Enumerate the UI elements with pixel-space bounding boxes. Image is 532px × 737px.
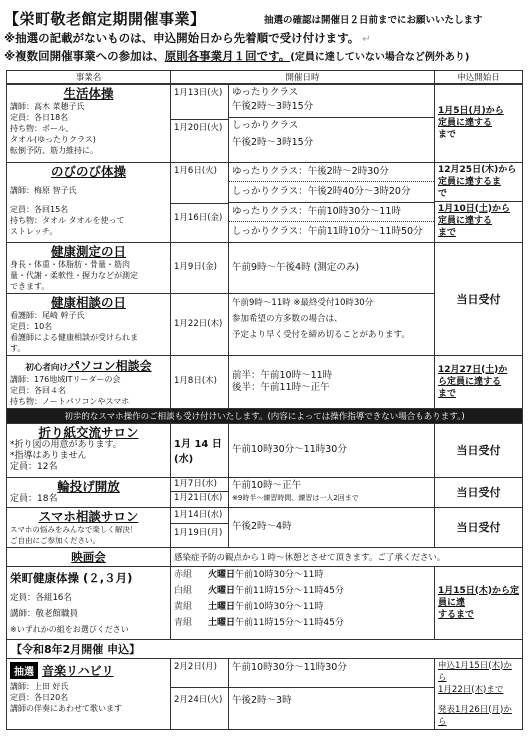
lottery-confirm-note: 抽選の確認は開催日２日前までにお願いいたします	[264, 15, 483, 26]
time-text: 午前10時～正午	[232, 479, 302, 491]
table-row	[7, 547, 523, 566]
table-row	[7, 355, 523, 408]
event-title: 健康測定の日	[50, 243, 126, 259]
apply-text: 定員に達する	[438, 118, 493, 129]
time-text: 予定より早く受付を締め切ることがあります。	[232, 329, 410, 340]
time-text: ゆったりクラス：午前10時30分～11時	[229, 203, 434, 222]
event-detail: 持ち物：タオル タオルを使って	[10, 215, 125, 225]
date-cell: 1月7日(水)	[171, 478, 228, 492]
time-text: 前半：午前10時～11時	[232, 369, 333, 381]
event-detail: 持ち物：ボール、	[10, 124, 74, 133]
date-cell: 1月20日(火)	[174, 123, 223, 133]
date-cell: 1月 14 日(水)	[171, 423, 229, 477]
table-row	[7, 84, 523, 162]
apply-start	[435, 84, 523, 162]
apply-text: 定員に達する	[438, 215, 493, 226]
group-row: 白組 火曜日午前11時15分～11時45分	[174, 585, 344, 596]
event-kenkou-sokutei	[7, 242, 171, 293]
apply-text: 1月22日(木)まで	[438, 684, 504, 695]
apply-text: まで	[438, 227, 457, 238]
event-title: 健康相談の日	[50, 294, 126, 310]
pc-banner: 初歩的なスマホ操作のご相談も受け付けいたします。(内容によっては操作指導できない場合もあります。)	[7, 408, 523, 423]
time-text: しっかりクラス：午前11時10分～11時50分	[232, 225, 423, 237]
event-detail: 定員：10名	[10, 321, 53, 331]
eiga-note: 感染症予防の観点から１時～休憩とさせて頂きます。ご了承ください。	[171, 547, 523, 566]
event-title: スマホ相談サロン	[38, 508, 139, 524]
time-text: しっかりクラス	[232, 120, 299, 131]
date-cell: 1月19日(月)	[174, 527, 223, 538]
event-smaho	[7, 507, 171, 547]
time-text: ゆったりクラス	[232, 87, 299, 98]
apply-text: 定員に達するま	[438, 176, 502, 187]
event-times	[229, 84, 435, 162]
event-detail: 講師の伴奏にあわせて歌います	[10, 703, 122, 713]
event-ongaku	[7, 658, 171, 729]
first-come-note: ※抽選の記載がないものは、申込開始日から先着順で受け付けます。 ↵	[4, 31, 371, 45]
event-detail: *指導はありません	[10, 450, 87, 461]
apply-text: 発表1月26日(月)から	[438, 704, 512, 727]
table-row	[7, 423, 523, 477]
event-detail: ご自由にご参加ください。	[10, 535, 100, 545]
table-row	[7, 507, 523, 547]
event-nobinobi	[7, 162, 171, 242]
date-cell: 2月2日(月)	[171, 659, 228, 688]
event-dates	[171, 477, 229, 507]
date-cell: 1月22日(木)	[171, 293, 229, 355]
time-text: 午後2時～3時15分	[232, 137, 314, 148]
event-title: 折り紙交流サロン	[38, 424, 139, 440]
event-wanage	[7, 477, 171, 507]
event-detail: 定員：18名	[10, 493, 58, 504]
apply-text: 1月15日(木)から定員に達	[438, 585, 520, 608]
event-detail: スマホの悩みをみんなで楽しく解決！	[10, 524, 138, 534]
event-times	[229, 355, 435, 408]
table-row	[7, 162, 523, 242]
date-cell: 1月13日(火)	[171, 85, 228, 120]
event-detail: 定員：12名	[10, 461, 58, 472]
apply-start	[435, 162, 523, 242]
event-title: 音楽リハビリ	[42, 663, 114, 678]
time-text: 午前10時30分～11時30分	[229, 423, 435, 477]
apply-start: 当日受付	[435, 507, 523, 547]
apply-start	[435, 566, 523, 639]
apply-start: 当日受付	[435, 423, 523, 477]
table-row	[7, 566, 523, 639]
event-detail: 定員：各回４名	[10, 385, 66, 395]
apply-text: 1月5日(月)から	[438, 106, 504, 117]
event-detail: 講師：上田 好氏	[10, 681, 69, 691]
event-detail: 定員：各日20名	[10, 692, 69, 702]
time-text: 後半：午前11時～正午	[232, 381, 330, 393]
event-dates	[171, 658, 229, 729]
event-times	[229, 162, 435, 242]
apply-text: 1月10日(土)から	[438, 203, 511, 214]
event-detail: 転倒予防、筋力維持に。	[10, 146, 98, 155]
event-detail: 看護師：尾崎 幹子氏	[10, 310, 85, 320]
event-detail: 量・代謝・柔軟性・握力などが測定	[10, 270, 138, 280]
event-detail: 持ち物：ノートパソコンやスマホ	[10, 396, 130, 406]
apply-start: 当日受付	[435, 242, 523, 355]
time-text: ※9時半～練習時間、練習は一人2回まで	[232, 493, 359, 502]
event-title: 映画会	[7, 547, 171, 566]
time-text: 午前10時30分～11時30分	[229, 659, 434, 688]
time-text: 午後2時～4時	[229, 507, 435, 547]
apply-text: 申込1月15日(木)から	[438, 660, 512, 683]
col-apply: 申込開始日	[435, 71, 523, 85]
section-header-row	[7, 639, 523, 658]
apply-start: 当日受付	[435, 477, 523, 507]
event-title: パソコン相談会	[67, 358, 152, 373]
event-origami	[7, 423, 171, 477]
date-cell: 1月8日(木)	[171, 355, 229, 408]
event-times	[229, 658, 435, 729]
event-prefix: 初心者向け	[25, 362, 68, 373]
event-title: 栄町健康体操 (２,３月)	[10, 570, 133, 585]
event-detail: 定員：各回15名	[10, 204, 69, 214]
return-mark: ↵	[362, 34, 371, 45]
apply-text: まで	[438, 130, 457, 141]
time-text: 午後2時～3時15分	[232, 101, 314, 112]
time-text: しっかりクラス：午後2時40分～3時20分	[229, 182, 434, 203]
event-sakae-taisou	[7, 566, 171, 639]
table-header-row	[7, 71, 523, 85]
time-text: 午後2時～3時	[232, 694, 292, 706]
date-cell: 1月14日(水)	[171, 508, 228, 524]
event-detail: 講師：176地域ITリーダーの会	[10, 374, 121, 384]
event-title: 生活体操	[63, 86, 114, 101]
time-text: 参加希望の方多数の場合は、	[232, 313, 343, 324]
event-pc	[7, 355, 171, 408]
event-title: 輪投げ開放	[57, 478, 120, 494]
date-cell: 1月16日(金)	[174, 212, 223, 223]
event-kenkou-soudan	[7, 293, 171, 355]
event-dates	[171, 84, 229, 162]
apply-text: ら定員に達する	[438, 376, 502, 387]
apply-text: で	[438, 188, 448, 199]
event-seikatsu	[7, 84, 171, 162]
event-detail: ストレッチ。	[10, 226, 58, 236]
event-dates	[171, 162, 229, 242]
date-cell: 1月6日(火)	[171, 163, 228, 204]
group-row: 赤組 火曜日午前10時30分～11時	[174, 569, 324, 580]
date-cell: 2月24日(火)	[174, 694, 223, 705]
reiwa-header: 【令和8年2月開催 申込】	[7, 639, 523, 658]
event-detail: *折り図の用意があります。	[10, 439, 122, 450]
apply-text: 12月27日(土)か	[438, 364, 508, 375]
table-row	[7, 477, 523, 507]
page-title: 【栄町敬老館定期開催事業】	[4, 10, 206, 28]
time-text: ゆったりクラス：午後2時～2時30分	[229, 163, 434, 182]
event-detail: 看護師による健康相談が受けられま	[10, 332, 138, 342]
lottery-badge: 抽選	[10, 662, 38, 679]
apply-text: 12月25日(木)から	[438, 164, 517, 175]
event-times	[229, 293, 435, 355]
event-detail: 講師：高木 菜穂子氏	[10, 102, 85, 111]
col-event: 事業名	[7, 71, 171, 85]
event-title: のびのび体操	[50, 163, 126, 179]
apply-text: するまで	[438, 609, 475, 620]
date-cell: 1月9日(金)	[171, 242, 229, 293]
event-detail: 講師：敬老館職員	[10, 608, 79, 619]
schedule-table	[6, 70, 523, 730]
event-detail: 講師：梅原 智子氏	[10, 185, 77, 195]
group-row: 黄組 土曜日午前10時30分～11時	[174, 601, 324, 612]
event-detail: 定員：各組16名	[10, 592, 72, 603]
event-dates	[171, 507, 229, 547]
event-detail: す。	[10, 343, 26, 353]
participation-rule-note: ※複数回開催事業への参加は、原則各事業月１回です。(定員に達していない場合など例外あり)	[4, 49, 470, 63]
pc-banner-row	[7, 408, 523, 423]
time-text: 午前9時～午後4時 (測定のみ)	[229, 242, 435, 293]
event-groups	[171, 566, 435, 639]
event-detail: タオル(ゆったりクラス)	[10, 135, 96, 144]
event-detail: ※いずれかの組をお選びください	[10, 624, 129, 634]
col-date: 開催日時	[171, 71, 435, 85]
group-row: 青組 土曜日午前11時15分～11時45分	[174, 617, 344, 628]
table-row	[7, 658, 523, 729]
apply-text: まで	[438, 388, 457, 399]
time-text: 午前9時～11時 ※最終受付10時30分	[232, 297, 374, 308]
event-times	[229, 477, 435, 507]
event-detail: 身長・体重・体脂肪・骨量・筋肉	[10, 259, 130, 269]
event-detail: できます。	[10, 281, 50, 291]
date-cell: 1月21日(水)	[174, 492, 223, 503]
event-detail: 定員：各日18名	[10, 113, 69, 122]
table-row	[7, 242, 523, 293]
apply-start	[435, 658, 523, 729]
apply-start	[435, 355, 523, 408]
